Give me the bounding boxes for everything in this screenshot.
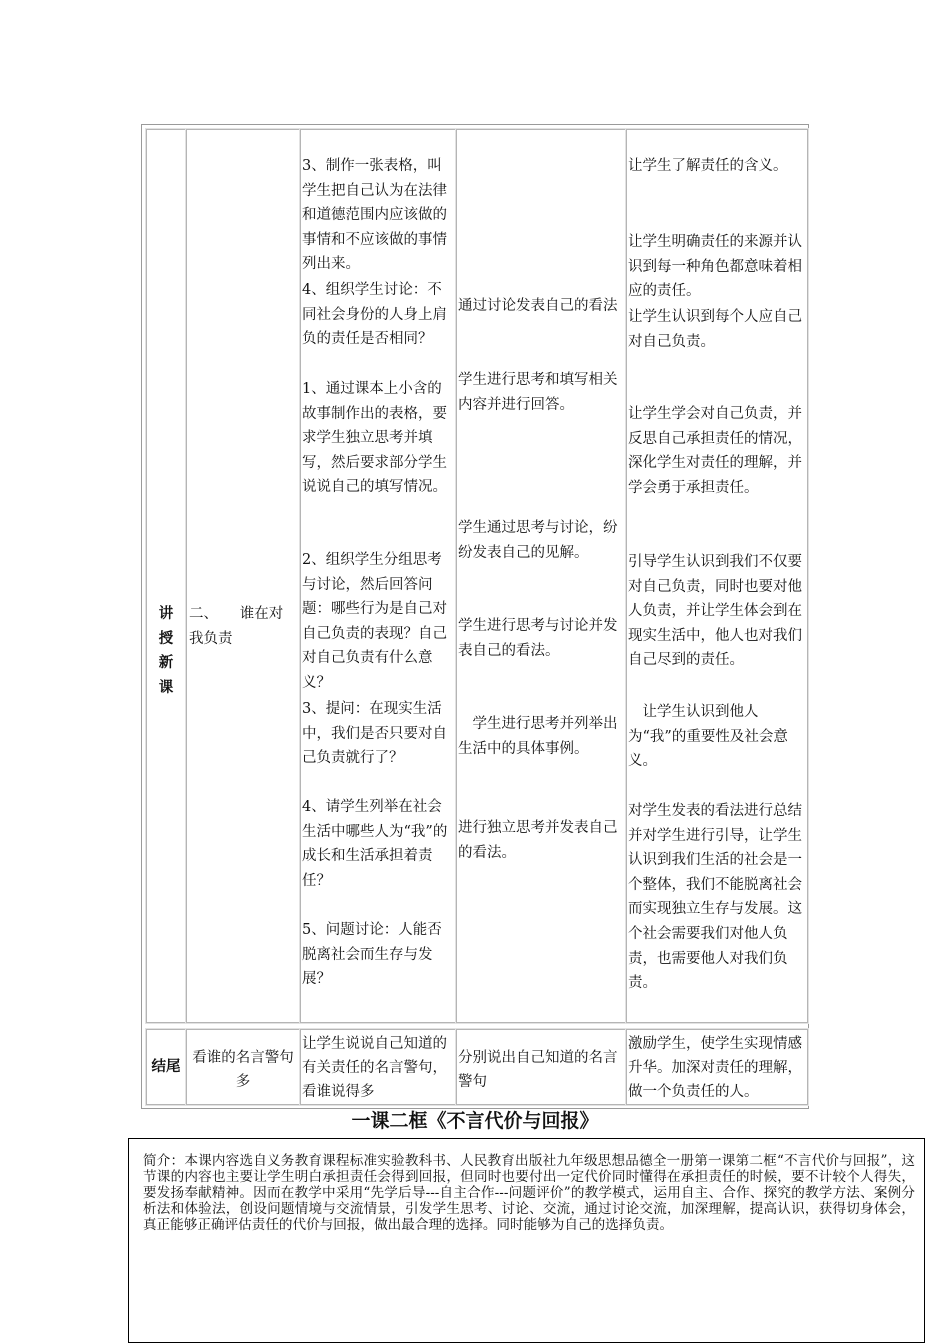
topic-cell — [186, 129, 300, 1023]
table-row-ending — [142, 1025, 808, 1108]
student-activity: 学生进行思考和填写相关内容并进行回答。 — [458, 372, 618, 413]
phase-label: 结尾 — [151, 1059, 181, 1075]
table-row-new-lesson — [142, 125, 808, 1025]
student-activity: 学生进行思考并列举出生活中的具体事例。 — [458, 716, 618, 757]
student-activity: 通过讨论发表自己的看法 — [458, 298, 618, 314]
topic-text: 二、 谁在对我负责 — [189, 606, 284, 647]
design-intent-cell — [626, 129, 808, 1023]
student-activity: 分别说出自己知道的名言警句 — [458, 1050, 618, 1090]
student-activity: 学生进行思考与讨论并发表自己的看法。 — [458, 618, 618, 659]
intro-text: 简介：本课内容选自义务教育课程标准实验教科书、人民教育出版社九年级思想品德全一册第一课第二框“不言代价与回报”，这节课的内容也主要让学生明白承担责任会得到回报，但同时也要付出一定代价同时懂得在承担责任的时候，要不计较个人得失，要发扬奉献精神。因而在教学中采用“先学后导---自主合作---问题评价”的教学模式，运用自主、合作、探究的教学方法、案例分析法和体验法，创设问题情境与交流情景，引发学生思考、讨论、交流，通过讨论交流，加深理解，提高认识，获得切身体会，真正能够正确评估责任的代价与回报，做出最合理的选择。同时能够为自己的选择负责。 — [143, 1153, 915, 1233]
lesson-plan-table — [141, 124, 809, 1109]
teacher-activity: 1、通过课本上小含的故事制作出的表格，要求学生独立思考并填写，然后要求部分学生说说自己的填写情况。 — [302, 381, 447, 496]
teacher-activity: 5、问题讨论：人能否脱离社会而生存与发展？ — [302, 922, 442, 988]
design-intent: 让学生明确责任的来源并认识到每一种角色都意味着相应的责任。 — [628, 234, 802, 300]
teacher-activity-cell — [300, 129, 456, 1023]
teacher-activity: 4、组织学生讨论：不同社会身份的人身上肩负的责任是否相同？ — [302, 282, 447, 348]
teacher-activity: 3、制作一张表格，叫学生把自己认为在法律和道德范围内应该做的事情和不应该做的事情列出来。 — [302, 158, 447, 273]
design-intent: 激励学生，使学生实现情感升华。加深对责任的理解，做一个负责任的人。 — [628, 1036, 802, 1100]
design-intent: 引导学生认识到我们不仅要对自己负责，同时也要对他人负责，并让学生体会到在现实生活中，他人也对我们自己尽到的责任。 — [628, 554, 802, 669]
teacher-activity: 2、组织学生分组思考与讨论，然后回答问题：哪些行为是自己对自己负责的表现？自己对自己负责有什么意义？ — [302, 552, 447, 691]
student-activity-cell — [456, 1029, 626, 1105]
design-intent: 对学生发表的看法进行总结并对学生进行引导，让学生认识到我们生活的社会是一个整体，我们不能脱离社会而实现独立生存与发展。这个社会需要我们对他人负责，也需要他人对我们负责。 — [628, 803, 802, 992]
design-intent: 让学生了解责任的含义。 — [628, 158, 788, 174]
teacher-activity: 3、提问：在现实生活中，我们是否只要对自己负责就行了？ — [302, 701, 447, 767]
student-activity-cell — [456, 129, 626, 1023]
teacher-activity: 让学生说说自己知道的有关责任的名言警句，看谁说得多 — [302, 1036, 447, 1100]
student-activity: 学生通过思考与讨论，纷纷发表自己的见解。 — [458, 520, 618, 561]
section-title: 一课二框《不言代价与回报》 — [351, 1110, 599, 1132]
design-intent: 让学生认识到他人为“我”的重要性及社会意义。 — [628, 704, 788, 770]
intro-box — [128, 1138, 925, 1343]
design-intent-cell — [626, 1029, 808, 1105]
phase-label: 讲 授 新 课 — [158, 606, 174, 696]
topic-text: 看谁的名言警句多 — [192, 1050, 294, 1090]
topic-cell — [186, 1029, 300, 1105]
design-intent: 让学生学会对自己负责，并反思自己承担责任的情况，深化学生对责任的理解，并学会勇于承担责任。 — [628, 406, 802, 496]
phase-cell — [146, 129, 186, 1023]
design-intent: 让学生认识到每个人应自己对自己负责。 — [628, 309, 802, 350]
teacher-activity: 4、请学生列举在社会生活中哪些人为“我”的成长和生活承担着责任？ — [302, 799, 448, 889]
phase-cell — [146, 1029, 186, 1105]
teacher-activity-cell — [300, 1029, 456, 1105]
student-activity: 进行独立思考并发表自己的看法。 — [458, 820, 618, 861]
